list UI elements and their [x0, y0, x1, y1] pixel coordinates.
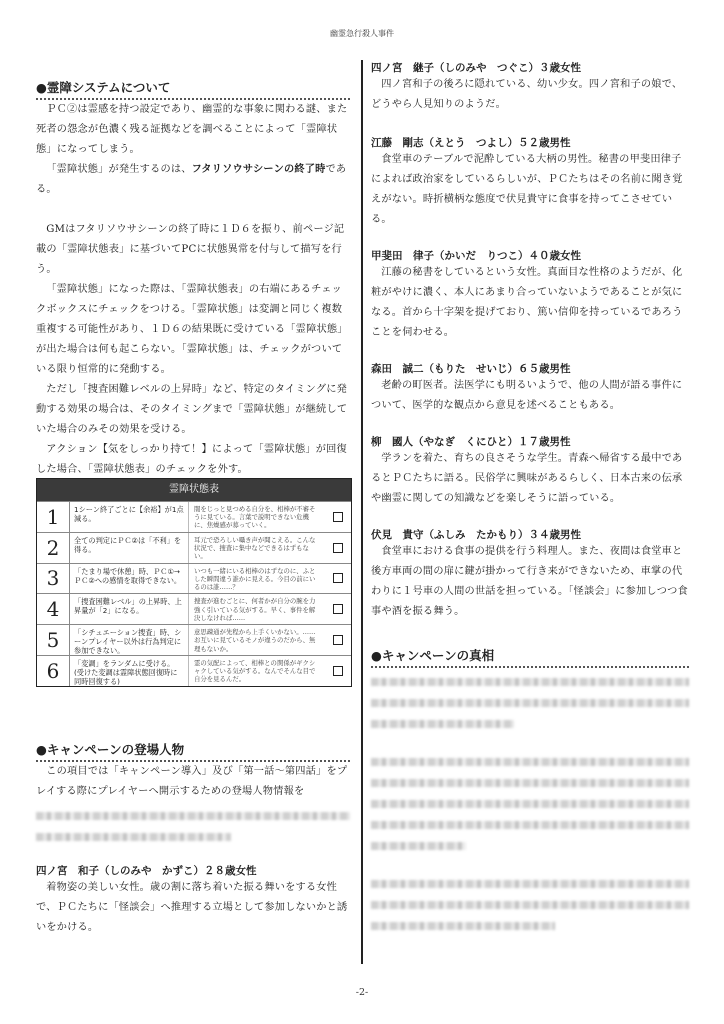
character-description: 着物姿の美しい女性。歳の割に落ち着いた振る舞いをする女性で、ＰＣたちに「怪談会」へ推理する立場として参加しないかと誘いをかける。 [36, 882, 348, 933]
text-span: である。 [36, 164, 347, 195]
character-name: 江藤 剛志（えとう つよし）５２歳男性 [371, 137, 571, 149]
character-entry [371, 60, 689, 115]
paragraph: GMはフタリソウサシーンの終了時に１Ｄ６を振り、前ページ記載の「霊障状態表」に基づいてPCに状態異常を付与して描写を行う。 [36, 224, 345, 275]
character-description: 学ランを着た、育ちの良さそうな学生。青森へ帰省する最中であるとＰＣたちに語る。民俗学に興味があるらしく、日本古来の伝承や幽霊に関しての知識などを楽しそうに語っている。 [371, 453, 683, 504]
row-number: 5 [37, 625, 70, 655]
character-description: 食堂車における食事の提供を行う料理人。また、夜間は食堂車と後方車両の間の扉に鍵が掛かって行き来ができないため、車掌の代わりに１号車の人間の世話を担っている。「怪談会」に参加しつつ食事や酒を振る舞う。 [371, 546, 688, 617]
character-entry [371, 248, 689, 343]
text-span: 「霊障状態」が発生するのは、 [46, 164, 192, 175]
row-flavor: 闇をじっと見つめる自分を、相棒が不審そうに見ている。言葉で説明できない危機に、焦燥感が募っていく。 [194, 505, 316, 530]
character-name: 四ノ宮 和子（しのみや かずこ）２８歳女性 [36, 865, 257, 877]
character-name: 森田 誠二（もりた せいじ）６５歳男性 [371, 363, 571, 375]
row-effect: 「変調」をランダムに受ける。(受けた変調は霊障状態回復時に同時回復する) [70, 656, 189, 686]
paragraph-trigger [36, 160, 350, 200]
row-number: 3 [37, 564, 70, 594]
table-row [37, 655, 351, 686]
row-effect: 全ての判定にＰＣ②は「不利」を得る。 [70, 533, 189, 563]
status-checkbox[interactable] [333, 573, 343, 583]
status-checkbox[interactable] [333, 543, 343, 553]
status-checkbox[interactable] [333, 604, 343, 614]
row-number: 4 [37, 594, 70, 624]
table-row [37, 624, 351, 655]
row-number: 2 [37, 533, 70, 563]
character-name: 甲斐田 律子（かいだ りつこ）４０歳女性 [371, 250, 581, 262]
running-title: 幽霊急行殺人事件 [330, 29, 394, 38]
table-row [37, 593, 351, 624]
row-flavor: いつも一緒にいる相棒のはずなのに、ふとした瞬間違う誰かに見える。今目の前にいるのは誰……？ [194, 566, 316, 591]
row-flavor: 耳元で恐ろしい囁き声が聞こえる。こんな状況で、捜査に集中などできるはずもない。 [194, 535, 316, 561]
truth-section [371, 646, 689, 930]
character-entry [371, 434, 689, 509]
paragraph: この項目では「キャンペーン導入」及び「第一話～第四話」をプレイする際にプレイヤーへ開示するための登場人物情報を [36, 766, 348, 797]
paragraph: ＰＣ②は霊感を持つ設定であり、幽霊的な事象に関わる謎、また死者の怨念が色濃く残る証拠などを調べることによって「霊障状態」になってしまう。 [36, 104, 348, 155]
section-heading-truth: ●キャンペーンの真相 [371, 646, 689, 668]
character-entry [371, 135, 689, 230]
paragraph: 「霊障状態」になった際は、「霊障状態表」の右端にあるチェックボックスにチェックをつける。「霊障状態」は変調と同じく複数重複する可能性があり、１Ｄ６の結果既に受けている「霊障状態」が出た場合は何も起こらない。「霊障状態」は、チェックがついている限り恒常的に発動する。 [36, 284, 348, 375]
section-heading-reisho-system: ●霊障システムについて [36, 78, 350, 100]
row-number: 6 [37, 656, 70, 686]
right-column [371, 60, 689, 930]
character-entry [371, 361, 689, 416]
character-description: 江藤の秘書をしているという女性。真面目な性格のようだが、化粧がやけに濃く、本人にあまり合っていないようであることが気になる。首から十字架を提げており、篤い信仰を持っているであろうことを伺わせる。 [371, 267, 683, 338]
row-flavor: 意思疎通が先程から上手くいかない。……お互いに見ているモノが違うのだから、無理もないか。 [194, 628, 316, 653]
character-name: 四ノ宮 継子（しのみや つぐこ）３歳女性 [371, 62, 581, 74]
row-effect: 「捜査困難レベル」の上昇時、上昇量が「2」になる。 [70, 594, 189, 624]
section-heading-characters: ●キャンペーンの登場人物 [36, 740, 350, 762]
emphasis-text: フタリソウサシーンの終了時 [191, 164, 326, 175]
redacted-text [371, 678, 689, 930]
row-flavor: 霊の気配によって、相棒との関係がギクシャクしている気がする。なんでそんな目で自分を見るんだ。 [194, 658, 316, 684]
table-title: 霊障状態表 [37, 479, 351, 501]
row-flavor: 捜査が進むごとに、何者かが自分の腕を力強く引いている気がする。早く、事件を解決しなければ…… [194, 597, 316, 622]
table-row [37, 532, 351, 563]
character-name: 伏見 貴守（ふしみ たかもり）３４歳男性 [371, 529, 581, 541]
paragraph: アクション【気をしっかり持て！】によって「霊障状態」が回復した場合、「霊障状態表」のチェックを外す。 [36, 444, 347, 475]
character-description: 食堂車のテーブルで泥酔している大柄の男性。秘書の甲斐田律子によれば政治家をしているらしいが、ＰＣたちはその名前に聞き覚えがない。時折横柄な態度で伏見貴守に食事を持ってこさせている。 [371, 154, 683, 225]
page-number: -2- [355, 987, 369, 998]
row-number: 1 [37, 502, 70, 532]
paragraph: ただし「捜査困難レベルの上昇時」など、特定のタイミングに発動する効果の場合は、そのタイミングまで「霊障状態」が継続していた場合のみその効果を受ける。 [36, 384, 348, 435]
status-checkbox[interactable] [333, 666, 343, 676]
character-name: 柳 國人（やなぎ くにひと）１７歳男性 [371, 436, 571, 448]
row-effect: 1シーン終了ごとに【余裕】が1点減る。 [70, 502, 189, 532]
characters-section [36, 740, 350, 938]
row-effect: 「シチュエーション捜査」時、シーンプレイヤー以外は行為判定に参加できない。 [70, 625, 189, 655]
table-row [37, 563, 351, 594]
table-row [37, 501, 351, 532]
character-description: 老齢の町医者。法医学にも明るいようで、他の人間が語る事件について、医学的な観点から意見を述べることもある。 [371, 380, 683, 411]
character-description: 四ノ宮和子の後ろに隠れている、幼い少女。四ノ宮和子の娘で、どうやら人見知りのようだ。 [371, 79, 683, 110]
reisho-status-table [36, 478, 352, 687]
status-checkbox[interactable] [333, 635, 343, 645]
column-divider [361, 60, 363, 964]
row-effect: 「たまり場で休憩」時、ＰＣ①→ＰＣ②への感情を取得できない。 [70, 564, 189, 594]
redacted-text [36, 812, 350, 841]
status-checkbox[interactable] [333, 512, 343, 522]
character-entry [371, 527, 689, 622]
